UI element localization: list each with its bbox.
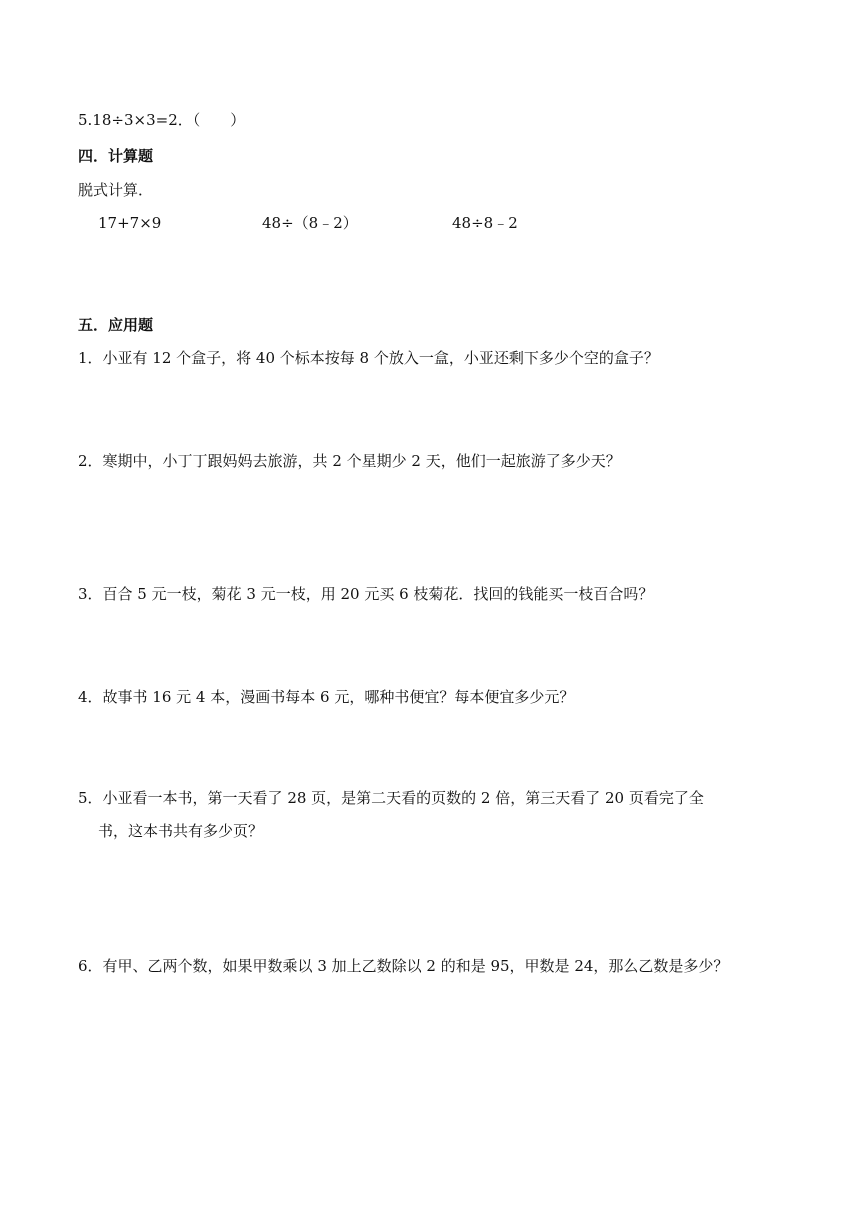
- word-problem-1: 1．小亚有 12 个盒子，将 40 个标本按每 8 个放入一盒，小亚还剩下多少个空的盒子？: [78, 349, 659, 367]
- calc-expression-2: 48÷（8﹣2）: [262, 214, 358, 232]
- word-problem-4: 4．故事书 16 元 4 本，漫画书每本 6 元，哪种书便宜？每本便宜多少元？: [78, 688, 575, 706]
- judgment-item-5: 5.18÷3×3=2．（ ）: [78, 111, 246, 129]
- calc-expression-1: 17+7×9: [98, 214, 162, 232]
- word-problem-5-line1: 5．小亚看一本书，第一天看了 28 页，是第二天看的页数的 2 倍，第三天看了 20 页看完了全: [78, 789, 704, 807]
- section-heading-word-problems: 五．应用题: [78, 316, 154, 334]
- calc-expression-3: 48÷8﹣2: [452, 214, 518, 232]
- word-problem-3: 3．百合 5 元一枝，菊花 3 元一枝，用 20 元买 6 枝菊花．找回的钱能买一枝百合吗？: [78, 585, 654, 603]
- word-problem-6: 6．有甲、乙两个数，如果甲数乘以 3 加上乙数除以 2 的和是 95，甲数是 24，那么乙数是多少？: [78, 957, 729, 975]
- word-problem-5-line2: 书，这本书共有多少页？: [98, 822, 264, 840]
- word-problem-2: 2．寒期中，小丁丁跟妈妈去旅游，共 2 个星期少 2 天，他们一起旅游了多少天？: [78, 452, 621, 470]
- calculation-instruction: 脱式计算．: [78, 181, 154, 199]
- section-heading-calculation: 四．计算题: [78, 147, 154, 165]
